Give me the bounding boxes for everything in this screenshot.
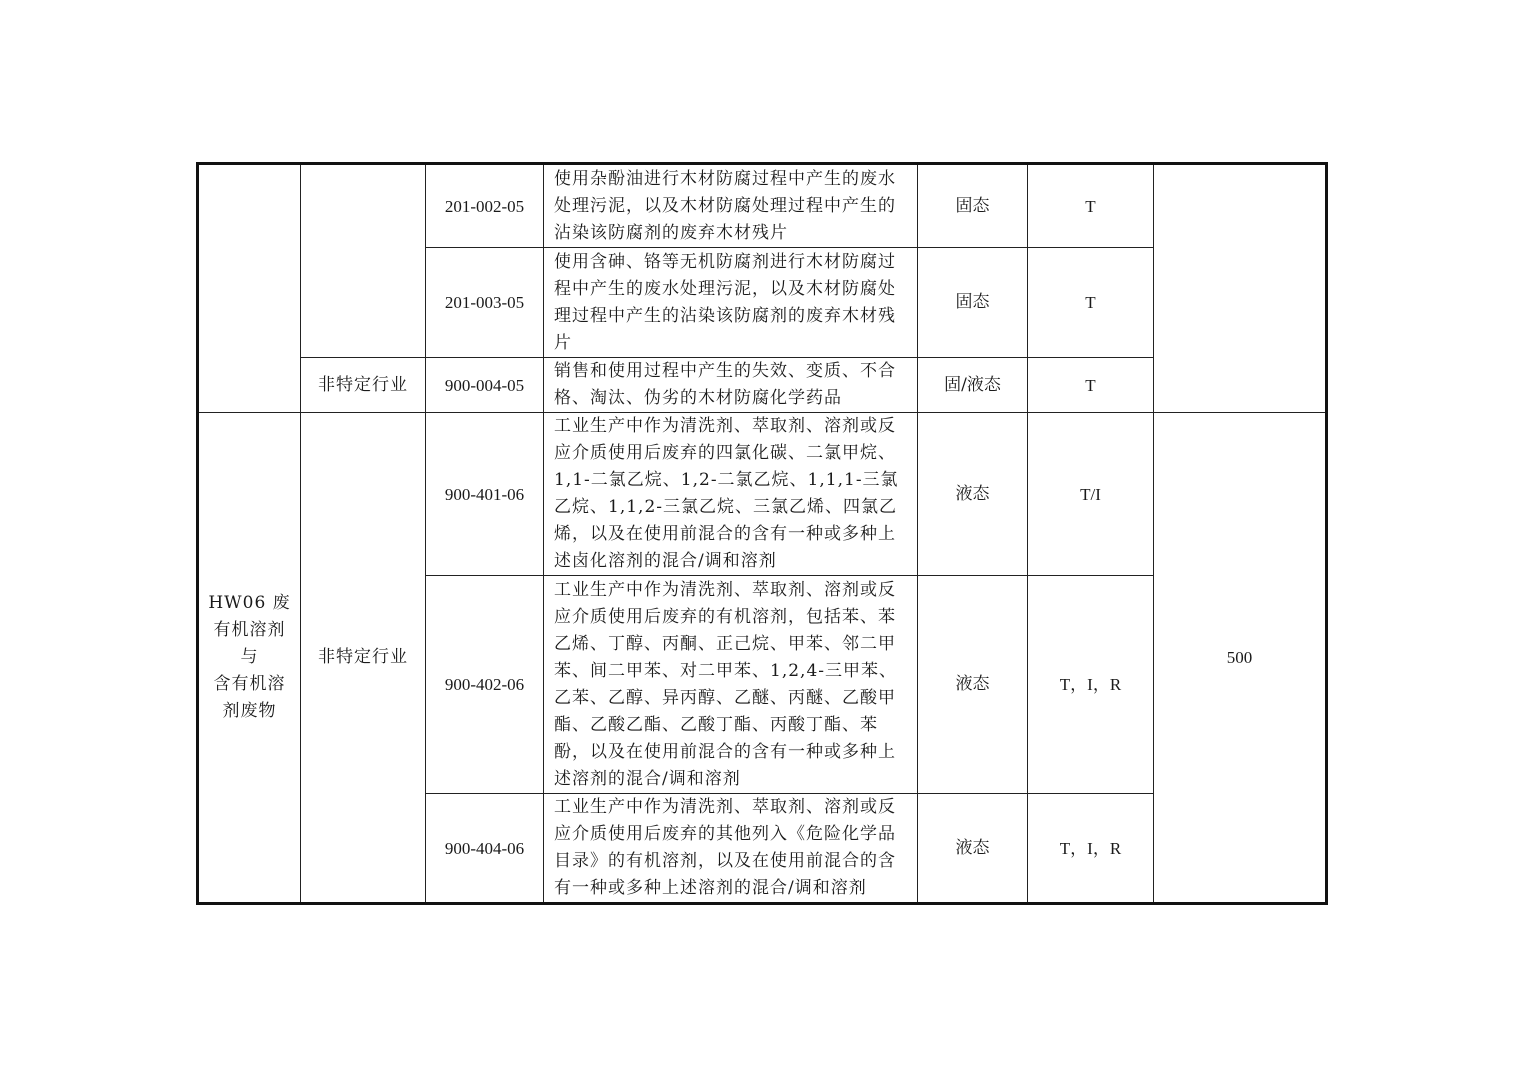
hazard-cell: T [1028,248,1154,358]
industry-cell [301,164,426,358]
description-cell: 使用含砷、铬等无机防腐剂进行木材防腐过程中产生的废水处理污泥，以及木材防腐处理过程中产生的沾染该防腐剂的废弃木材残片 [544,248,918,358]
description-cell: 工业生产中作为清洗剂、萃取剂、溶剂或反应介质使用后废弃的有机溶剂，包括苯、苯乙烯、丁醇、丙酮、正己烷、甲苯、邻二甲苯、间二甲苯、对二甲苯、1,2,4-三甲苯、乙苯、乙醇、异丙醇、乙醚、丙醚、乙酸甲酯、乙酸乙酯、乙酸丁酯、丙酸丁酯、苯酚，以及在使用前混合的含有一种或多种上述溶剂的混合/调和溶剂 [544,576,918,794]
industry-cell: 非特定行业 [301,413,426,904]
quantity-cell [1154,164,1327,413]
hazard-cell: T，I，R [1028,576,1154,794]
description-cell: 工业生产中作为清洗剂、萃取剂、溶剂或反应介质使用后废弃的四氯化碳、二氯甲烷、1,1-二氯乙烷、1,2-二氯乙烷、1,1,1-三氯乙烷、1,1,2-三氯乙烷、三氯乙烯、四氯乙烯，以及在使用前混合的含有一种或多种上述卤化溶剂的混合/调和溶剂 [544,413,918,576]
description-cell: 工业生产中作为清洗剂、萃取剂、溶剂或反应介质使用后废弃的其他列入《危险化学品目录》的有机溶剂，以及在使用前混合的含有一种或多种上述溶剂的混合/调和溶剂 [544,794,918,904]
hazard-cell: T/I [1028,413,1154,576]
form-cell: 固/液态 [918,358,1028,413]
waste-code-cell: 900-004-05 [426,358,544,413]
description-cell: 销售和使用过程中产生的失效、变质、不合格、淘汰、伪劣的木材防腐化学药品 [544,358,918,413]
category-line: 与 [240,647,259,667]
hazard-cell: T [1028,164,1154,248]
form-cell: 液态 [918,413,1028,576]
form-cell: 固态 [918,164,1028,248]
table-row [198,413,1327,576]
category-cell [198,413,301,904]
category-line: 有机溶剂 [213,620,286,640]
hazard-cell: T [1028,358,1154,413]
category-line: HW06 废 [208,593,291,613]
hazard-cell: T，I，R [1028,794,1154,904]
form-cell: 液态 [918,576,1028,794]
waste-code-cell: 201-003-05 [426,248,544,358]
waste-code-cell: 900-404-06 [426,794,544,904]
industry-cell: 非特定行业 [301,358,426,413]
waste-code-cell: 201-002-05 [426,164,544,248]
description-cell: 使用杂酚油进行木材防腐过程中产生的废水处理污泥，以及木材防腐处理过程中产生的沾染该防腐剂的废弃木材残片 [544,164,918,248]
waste-code-cell: 900-402-06 [426,576,544,794]
category-line: 含有机溶 [213,674,286,694]
hazardous-waste-table [196,162,1328,905]
waste-code-cell: 900-401-06 [426,413,544,576]
quantity-cell: 500 [1154,413,1327,904]
table-row [198,164,1327,248]
category-cell [198,164,301,413]
form-cell: 液态 [918,794,1028,904]
form-cell: 固态 [918,248,1028,358]
category-line: 剂废物 [222,701,277,721]
